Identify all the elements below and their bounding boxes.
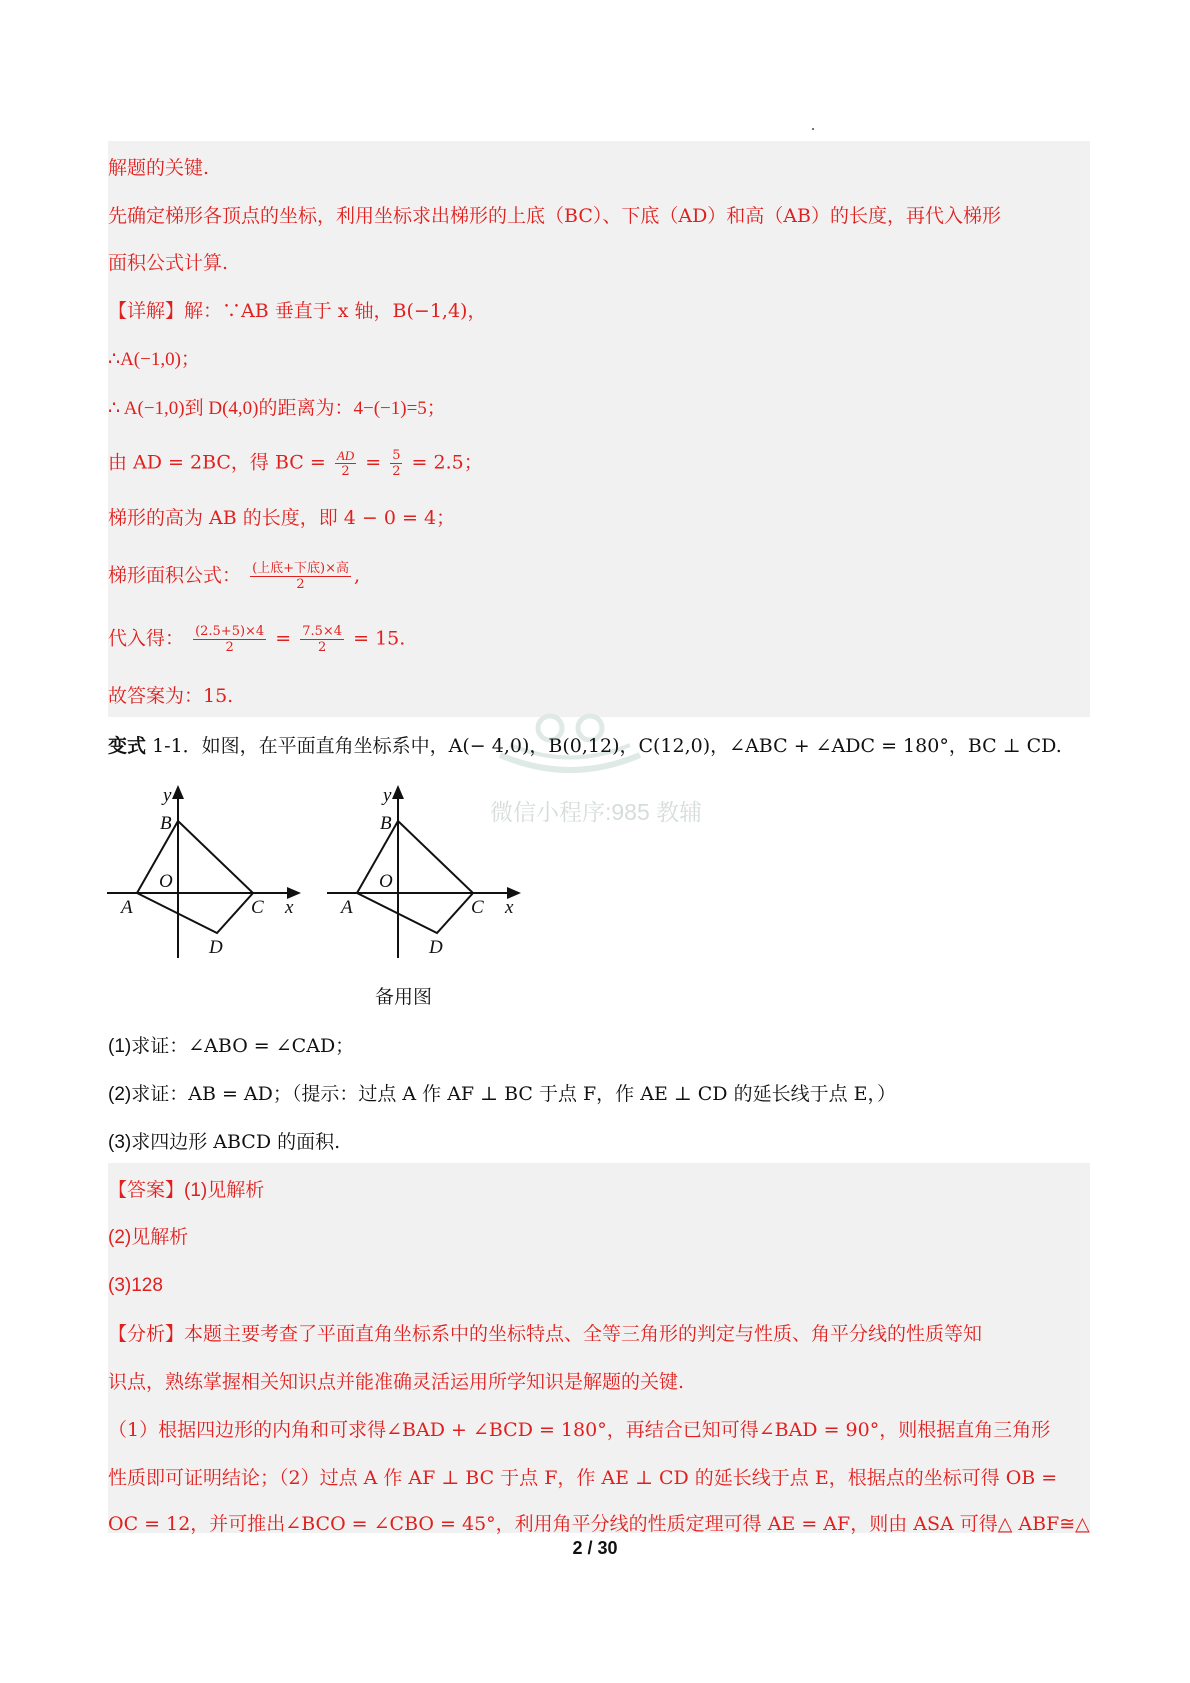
analysis-line: （1）根据四边形的内角和可求得∠BAD + ∠BCD = 180°，再结合已知可得∠BAD = 90°，则根据直角三角形 (108, 1419, 1051, 1441)
svg-text:O: O (159, 871, 173, 892)
analysis-line: 【分析】本题主要考查了平面直角坐标系中的坐标特点、全等三角形的判定与性质、角平分线的性质等知 (108, 1323, 983, 1345)
fraction: $\frac{AD}{2}$ (336, 448, 355, 479)
answer-item: (3)128 (108, 1275, 163, 1296)
detail-label: 【详解】 (108, 300, 185, 322)
problem-number: 1-1． (152, 735, 202, 757)
problem-text: 如图，在平面直角坐标系中，A(− 4,0)，B(0,12)，C(12,0)，∠ABC + ∠ADC = 180°，BC ⊥ CD. (201, 735, 1062, 757)
question-item: (1)求证：∠ABO = ∠CAD； (108, 1035, 355, 1057)
stray-mark (812, 128, 814, 130)
step-line: 梯形的高为 AB 的长度，即 4 − 0 = 4； (108, 507, 456, 529)
fraction: $\frac{5}{2}$ (392, 448, 401, 479)
svg-text:C: C (471, 897, 484, 918)
step-line-fraction: 由 AD = 2BC，得 BC = $\frac{AD}{2}$ = $\frac{5}{2}$ = 2.5； (108, 448, 483, 479)
svg-text:B: B (160, 813, 172, 834)
figure-spare (325, 783, 525, 963)
svg-text:A: A (121, 897, 133, 918)
text-line: 先确定梯形各顶点的坐标，利用坐标求出梯形的上底（BC）、下底（AD）和高（AB）的长度，再代入梯形 (108, 205, 1001, 227)
svg-text:C: C (251, 897, 264, 918)
page-indicator: 2 / 30 (572, 1538, 618, 1558)
svg-text:x: x (505, 897, 514, 918)
problem-statement (108, 733, 1062, 759)
svg-text:A: A (341, 897, 353, 918)
analysis-line: OC = 12，并可推出∠BCO = ∠CBO = 45°，利用角平分线的性质定理可得 AE = AF，则由 ASA 可得△ ABF≅△ (108, 1513, 1090, 1535)
svg-text:y: y (383, 785, 392, 806)
analysis-line: 识点，熟练掌握相关知识点并能准确灵活运用所学知识是解题的关键. (108, 1371, 685, 1393)
step-line: ∴A(−1,0)； (108, 349, 200, 370)
figure-main (105, 783, 305, 963)
step-line-fraction: 梯形面积公式： $\frac{\text{(上底+下底)×高}}{2}$ , (108, 561, 361, 592)
detail-intro (108, 298, 486, 324)
step-line-fraction: 代入得： $\frac{(2.5+5)\times 4}{2}$ = $\frac{7.5\times 4}{2}$ = 15. (108, 624, 406, 655)
answer-line: 故答案为：15. (108, 685, 234, 707)
fraction: $\frac{\text{(上底+下底)×高}}{2}$ (252, 561, 349, 592)
svg-text:x: x (285, 897, 294, 918)
analysis-line: 性质即可证明结论；（2）过点 A 作 AF ⊥ BC 于点 F，作 AE ⊥ CD 的延长线于点 E，根据点的坐标可得 OB = (108, 1467, 1058, 1489)
svg-text:y: y (163, 785, 172, 806)
detail-text: 解：∵AB 垂直于 x 轴，B(−1,4)， (184, 300, 487, 322)
answer-item: (2)见解析 (108, 1227, 189, 1248)
problem-label: 变式 (108, 735, 147, 757)
question-item: (3)求四边形 ABCD 的面积. (108, 1131, 341, 1153)
answer-item: 【答案】(1)见解析 (108, 1179, 265, 1201)
analysis-label: 【分析】 (108, 1323, 185, 1345)
fraction: $\frac{(2.5+5)\times 4}{2}$ (195, 624, 265, 655)
fraction: $\frac{7.5\times 4}{2}$ (302, 624, 343, 655)
watermark-text: 微信小程序:985 教辅 (490, 799, 703, 825)
svg-text:D: D (209, 937, 223, 958)
text-line: 解题的关键. (108, 157, 210, 179)
question-item: (2)求证：AB = AD；（提示：过点 A 作 AF ⊥ BC 于点 F，作 AE ⊥ CD 的延长线于点 E，） (108, 1083, 896, 1105)
step-line: ∴ A(−1,0)到 D(4,0)的距离为：4−(−1)=5； (108, 398, 446, 419)
svg-text:B: B (380, 813, 392, 834)
text-line: 面积公式计算. (108, 252, 229, 274)
figure-caption: 备用图 (375, 986, 433, 1008)
svg-text:O: O (379, 871, 393, 892)
svg-text:D: D (429, 937, 443, 958)
step-text: 由 AD = 2BC，得 BC = (108, 451, 326, 474)
answer-label: 【答案】 (108, 1179, 185, 1201)
